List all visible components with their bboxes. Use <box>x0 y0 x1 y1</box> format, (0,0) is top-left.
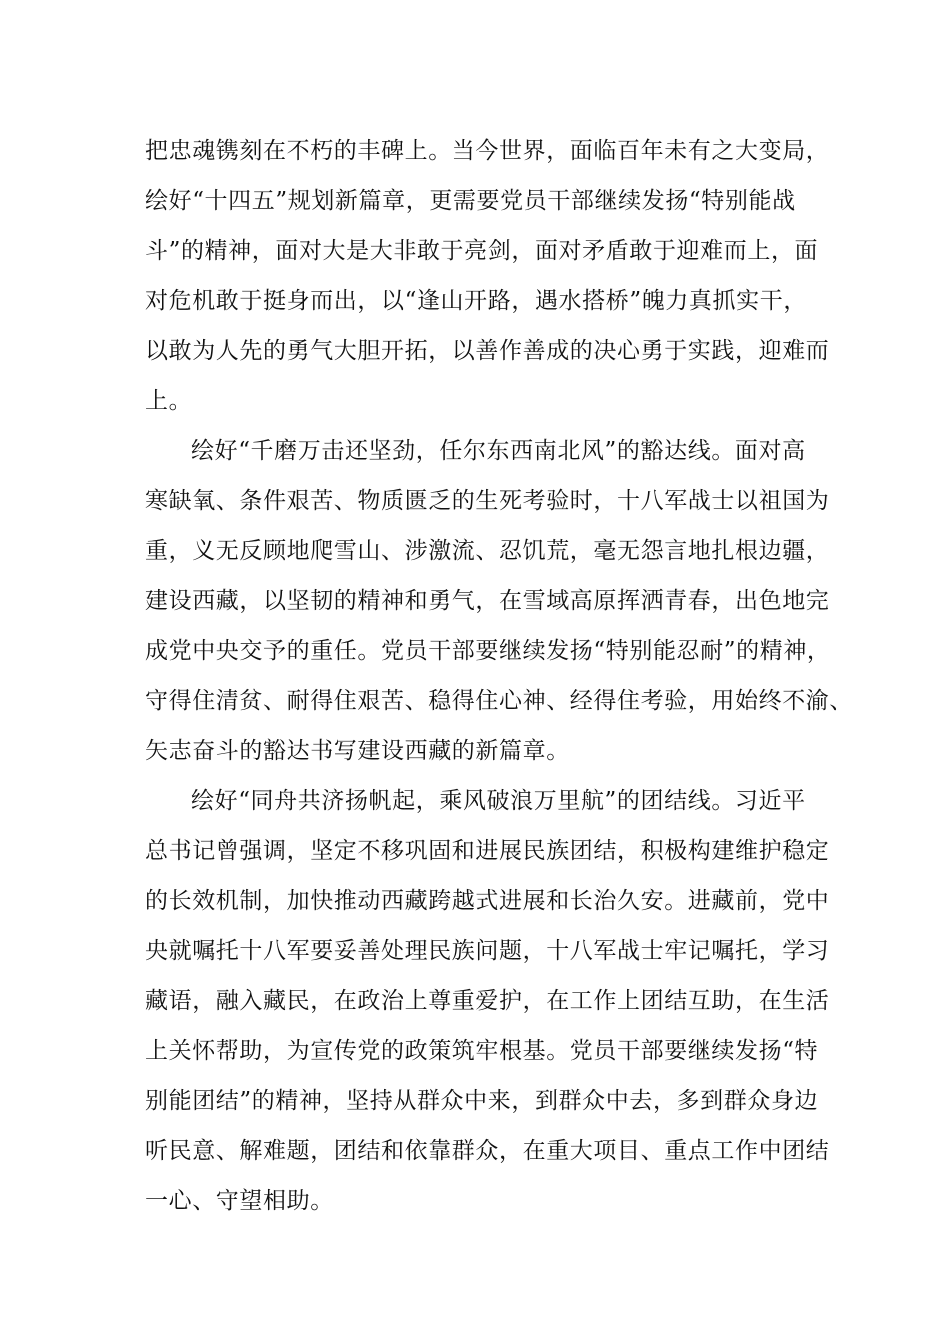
text-line: 重，义无反顾地爬雪山、涉激流、忍饥荒，毫无怨言地扎根边疆， <box>145 538 830 564</box>
text-line: 听民意、解难题，团结和依靠群众，在重大项目、重点工作中团结 <box>145 1138 830 1164</box>
paragraph-3 <box>145 776 830 1226</box>
text-line: 建设西藏，以坚韧的精神和勇气，在雪域高原挥洒青春，出色地完 <box>145 588 830 614</box>
text-line: 斗”的精神，面对大是大非敢于亮剑，面对矛盾敢于迎难而上，面 <box>145 238 819 264</box>
text-line: 上关怀帮助，为宣传党的政策筑牢根基。党员干部要继续发扬“特 <box>145 1038 819 1064</box>
text-line: 藏语，融入藏民，在政治上尊重爱护，在工作上团结互助，在生活 <box>145 988 830 1014</box>
text-line: 矢志奋斗的豁达书写建设西藏的新篇章。 <box>145 738 570 764</box>
paragraph-1 <box>145 126 830 426</box>
text-line: 央就嘱托十八军要妥善处理民族问题，十八军战士牢记嘱托，学习 <box>145 938 830 964</box>
text-line: 一心、守望相助。 <box>145 1188 334 1214</box>
text-line: 寒缺氧、条件艰苦、物质匮乏的生死考验时，十八军战士以祖国为 <box>145 488 830 514</box>
text-line: 对危机敢于挺身而出，以“逢山开路，遇水搭桥”魄力真抓实干， <box>145 288 807 314</box>
text-line: 绘好“十四五”规划新篇章，更需要党员干部继续发扬“特别能战 <box>145 188 796 214</box>
text-line: 总书记曾强调，坚定不移巩固和进展民族团结，积极构建维护稳定 <box>145 838 830 864</box>
text-line: 上。 <box>145 388 193 414</box>
paragraph-2 <box>145 426 853 776</box>
document-body <box>145 126 853 1226</box>
text-line: 绘好“同舟共济扬帆起，乘风破浪万里航”的团结线。习近平 <box>191 788 806 814</box>
text-line: 成党中央交予的重任。党员干部要继续发扬“特别能忍耐”的精神， <box>145 638 831 664</box>
text-line: 绘好“千磨万击还坚劲，任尔东西南北风”的豁达线。面对高 <box>191 438 806 464</box>
text-line: 把忠魂镌刻在不朽的丰碑上。当今世界，面临百年未有之大变局， <box>145 138 830 164</box>
text-line: 别能团结”的精神，坚持从群众中来，到群众中去，多到群众身边 <box>145 1088 819 1114</box>
text-line: 以敢为人先的勇气大胆开拓，以善作善成的决心勇于实践，迎难而 <box>145 338 830 364</box>
text-line: 守得住清贫、耐得住艰苦、稳得住心神、经得住考验，用始终不渝、 <box>145 688 853 714</box>
text-line: 的长效机制，加快推动西藏跨越式进展和长治久安。进藏前，党中 <box>145 888 830 914</box>
